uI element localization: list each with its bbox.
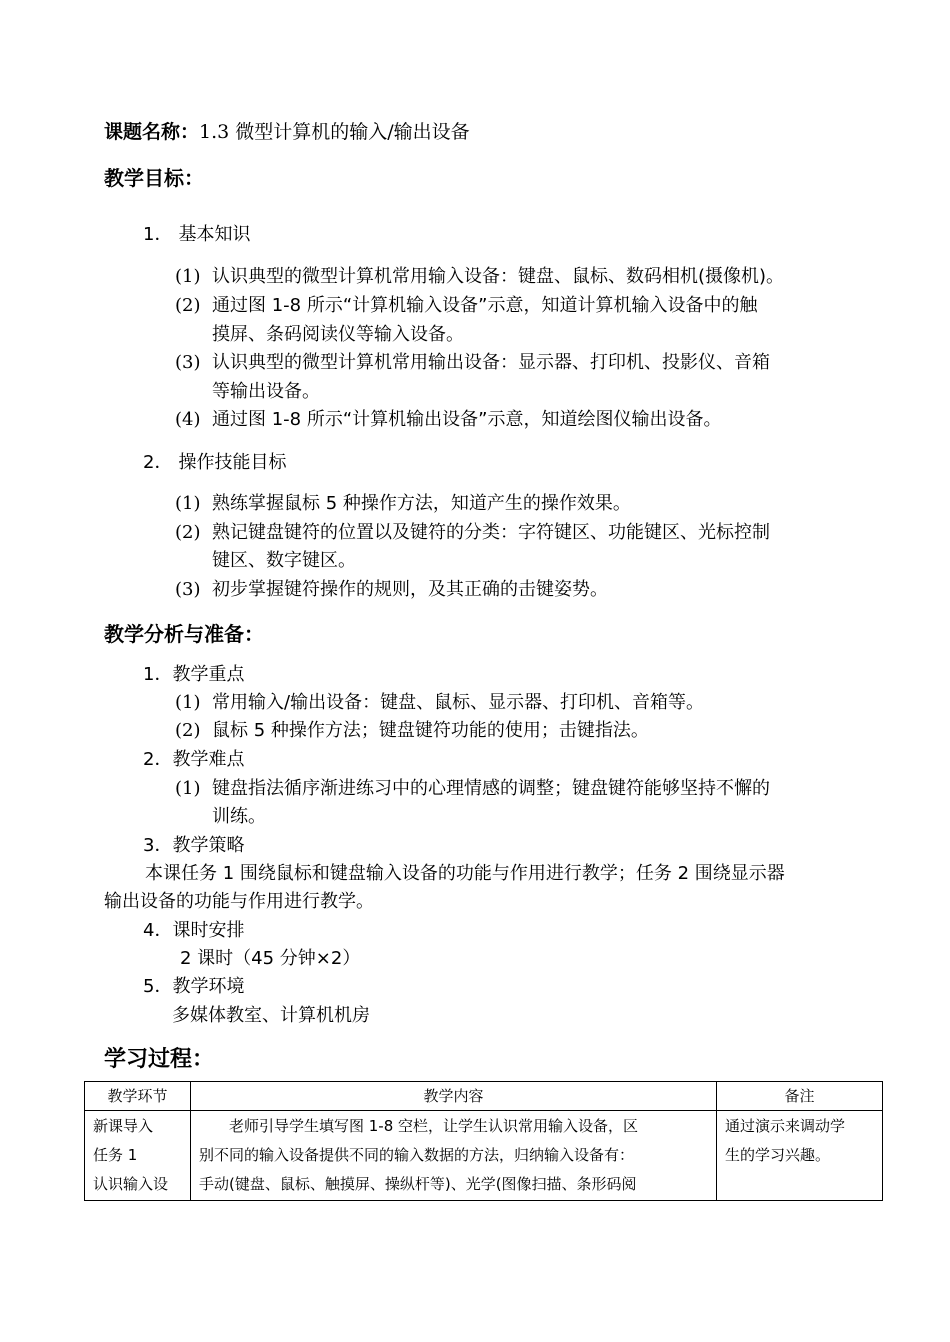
strategy-text-line-2: 输出设备的功能与作用进行教学。 bbox=[104, 891, 374, 912]
goals-section-1: 1． 基本知识 bbox=[143, 224, 251, 245]
table-header-row bbox=[85, 1082, 883, 1111]
analysis-key: 1．教学重点 bbox=[143, 664, 245, 685]
goal-item-1-4: (4) 通过图 1-8 所示“计算机输出设备”示意，知道绘图仪输出设备。 bbox=[175, 409, 722, 430]
goal-item-2-1: (1) 熟练掌握鼠标 5 种操作方法，知道产生的操作效果。 bbox=[175, 493, 631, 514]
process-table bbox=[84, 1081, 883, 1201]
goals-section-2: 2． 操作技能目标 bbox=[143, 452, 287, 473]
analysis-key-item-2: (2) 鼠标 5 种操作方法；键盘键符功能的使用；击键指法。 bbox=[175, 720, 649, 741]
schedule-text: 2 课时（45 分钟×2） bbox=[180, 948, 361, 969]
goal-item-2-2-cont: 键区、数字键区。 bbox=[212, 550, 356, 571]
goal-item-1-2: (2) 通过图 1-8 所示“计算机输入设备”示意，知道计算机输入设备中的触 bbox=[175, 295, 758, 316]
analysis-difficulty-item-1-cont: 训练。 bbox=[212, 806, 266, 827]
analysis-difficulty-item-1: (1) 键盘指法循序渐进练习中的心理情感的调整；键盘键符能够坚持不懈的 bbox=[175, 778, 770, 799]
goal-item-1-3-cont: 等输出设备。 bbox=[212, 381, 320, 402]
analysis-environment: 5．教学环境 bbox=[143, 976, 245, 997]
analysis-difficulty: 2．教学难点 bbox=[143, 749, 245, 770]
environment-text: 多媒体教室、计算机机房 bbox=[172, 1005, 370, 1026]
goal-item-2-2: (2) 熟记键盘键符的位置以及键符的分类：字符键区、功能键区、光标控制 bbox=[175, 522, 770, 543]
goal-item-1-3: (3) 认识典型的微型计算机常用输出设备：显示器、打印机、投影仪、音箱 bbox=[175, 352, 770, 373]
column-header-content: 教学内容 bbox=[191, 1082, 717, 1111]
analysis-strategy: 3．教学策略 bbox=[143, 835, 245, 856]
table-row bbox=[85, 1111, 883, 1201]
analysis-schedule: 4．课时安排 bbox=[143, 920, 245, 941]
goal-item-2-3: (3) 初步掌握键符操作的规则，及其正确的击键姿势。 bbox=[175, 579, 608, 600]
goals-heading: 教学目标： bbox=[104, 166, 204, 190]
analysis-heading: 教学分析与准备： bbox=[104, 622, 264, 646]
cell-note: 通过演示来调动学 生的学习兴趣。 bbox=[717, 1111, 883, 1201]
cell-stage: 新课导入 任务 1 认识输入设 bbox=[85, 1111, 191, 1201]
cell-content: 老师引导学生填写图 1-8 空栏，让学生认识常用输入设备，区 别不同的输入设备提供不同的输入数据的方法，归纳输入设备有： 手动(键盘、鼠标、触摸屏、操纵杆等)、光学(图像扫描、条形码阅 bbox=[191, 1111, 717, 1201]
column-header-note: 备注 bbox=[717, 1082, 883, 1111]
topic-line bbox=[104, 117, 470, 144]
goal-item-1-2-cont: 摸屏、条码阅读仪等输入设备。 bbox=[212, 324, 464, 345]
topic-label: 课题名称： bbox=[104, 121, 200, 143]
analysis-key-item-1: (1) 常用输入/输出设备：键盘、鼠标、显示器、打印机、音箱等。 bbox=[175, 692, 705, 713]
column-header-stage: 教学环节 bbox=[85, 1082, 191, 1111]
goal-item-1-1: (1) 认识典型的微型计算机常用输入设备：键盘、鼠标、数码相机(摄像机)。 bbox=[175, 266, 785, 287]
strategy-text-line-1: 本课任务 1 围绕鼠标和键盘输入设备的功能与作用进行教学；任务 2 围绕显示器 bbox=[145, 863, 785, 884]
process-heading: 学习过程： bbox=[104, 1047, 215, 1072]
topic-value: 1.3 微型计算机的输入/输出设备 bbox=[199, 121, 470, 143]
